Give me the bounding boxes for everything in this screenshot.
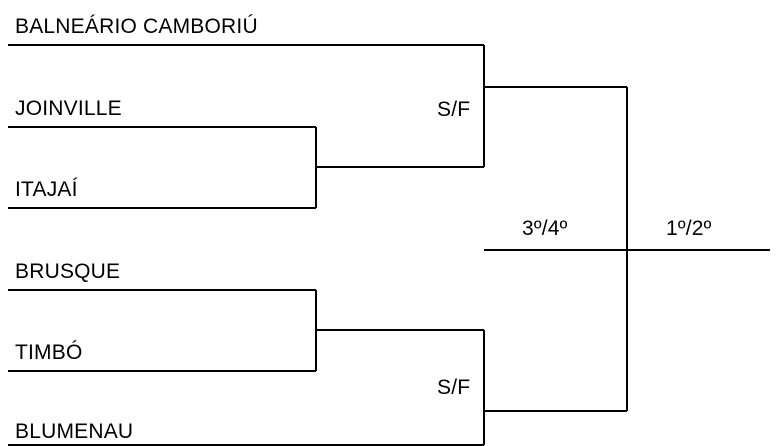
team-label-4: BRUSQUE	[15, 260, 121, 283]
third-place-label: 3º/4º	[522, 217, 568, 240]
team-label-3: ITAJAÍ	[15, 178, 78, 201]
lower-semifinal-label: S/F	[437, 376, 471, 399]
team-label-5: TIMBÓ	[15, 341, 83, 364]
final-label: 1º/2º	[666, 217, 712, 240]
team-label-2: JOINVILLE	[15, 97, 122, 120]
team-label-1: BALNEÁRIO CAMBORIÚ	[15, 15, 258, 38]
team-label-6: BLUMENAU	[15, 420, 134, 443]
upper-semifinal-label: S/F	[437, 98, 471, 121]
